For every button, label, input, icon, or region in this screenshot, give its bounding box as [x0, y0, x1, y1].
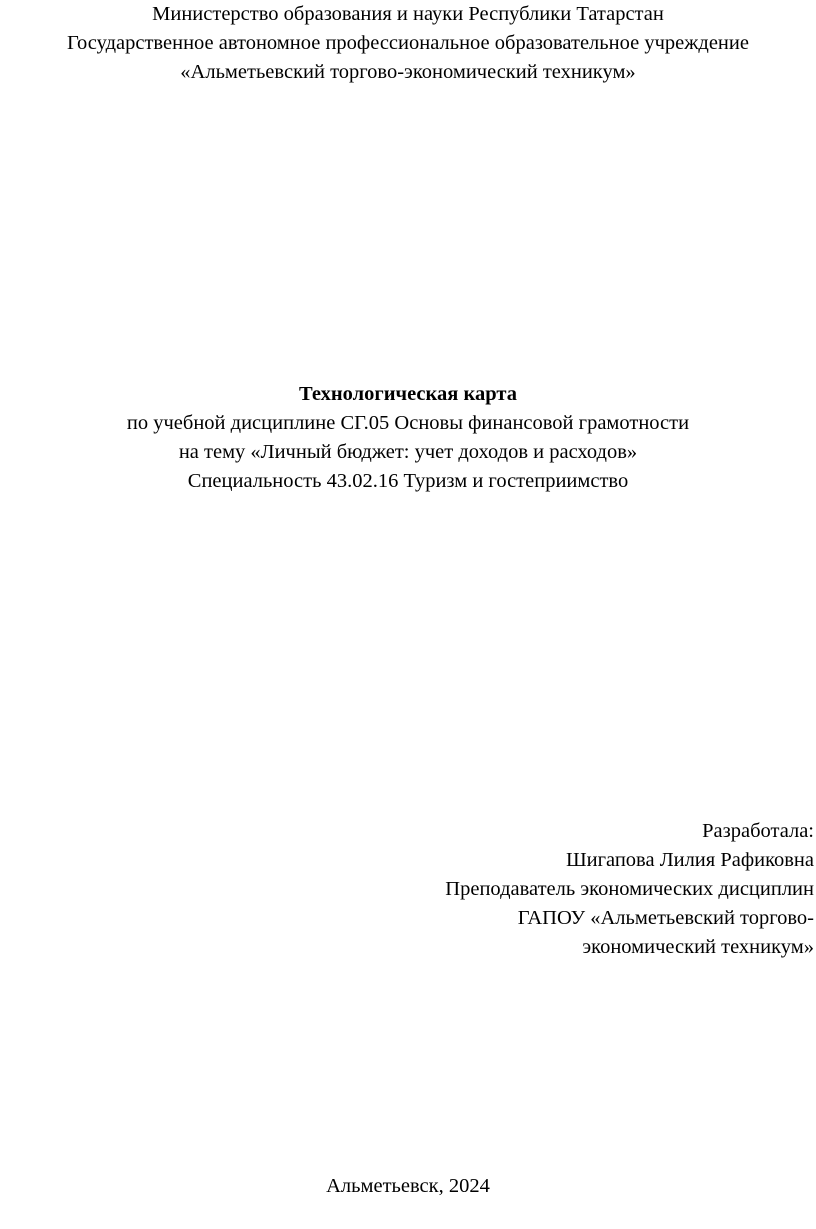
specialty-line: Специальность 43.02.16 Туризм и гостеприимство [187, 470, 629, 492]
ministry-line: Министерство образования и науки Республики Татарстан [152, 3, 664, 25]
document-title: Технологическая карта [299, 383, 517, 405]
author-org-line1: ГАПОУ «Альметьевский торгово- [517, 907, 814, 929]
author-org-line2: экономический техникум» [582, 936, 814, 958]
developed-by-label: Разработала: [702, 820, 814, 842]
author-position: Преподаватель экономических дисциплин [445, 878, 814, 900]
author-block [314, 817, 814, 962]
institution-name-line: «Альметьевский торгово-экономический техникум» [180, 61, 636, 83]
institution-type-line: Государственное автономное профессиональное образовательное учреждение [67, 32, 749, 54]
document-header [0, 0, 816, 87]
discipline-line: по учебной дисциплине СГ.05 Основы финансовой грамотности [126, 412, 690, 434]
document-footer [0, 1172, 816, 1201]
city-year: Альметьевск, 2024 [326, 1175, 490, 1197]
author-name: Шигапова Лилия Рафиковна [565, 849, 814, 871]
title-block [0, 380, 816, 496]
topic-line: на тему «Личный бюджет: учет доходов и расходов» [178, 441, 638, 463]
